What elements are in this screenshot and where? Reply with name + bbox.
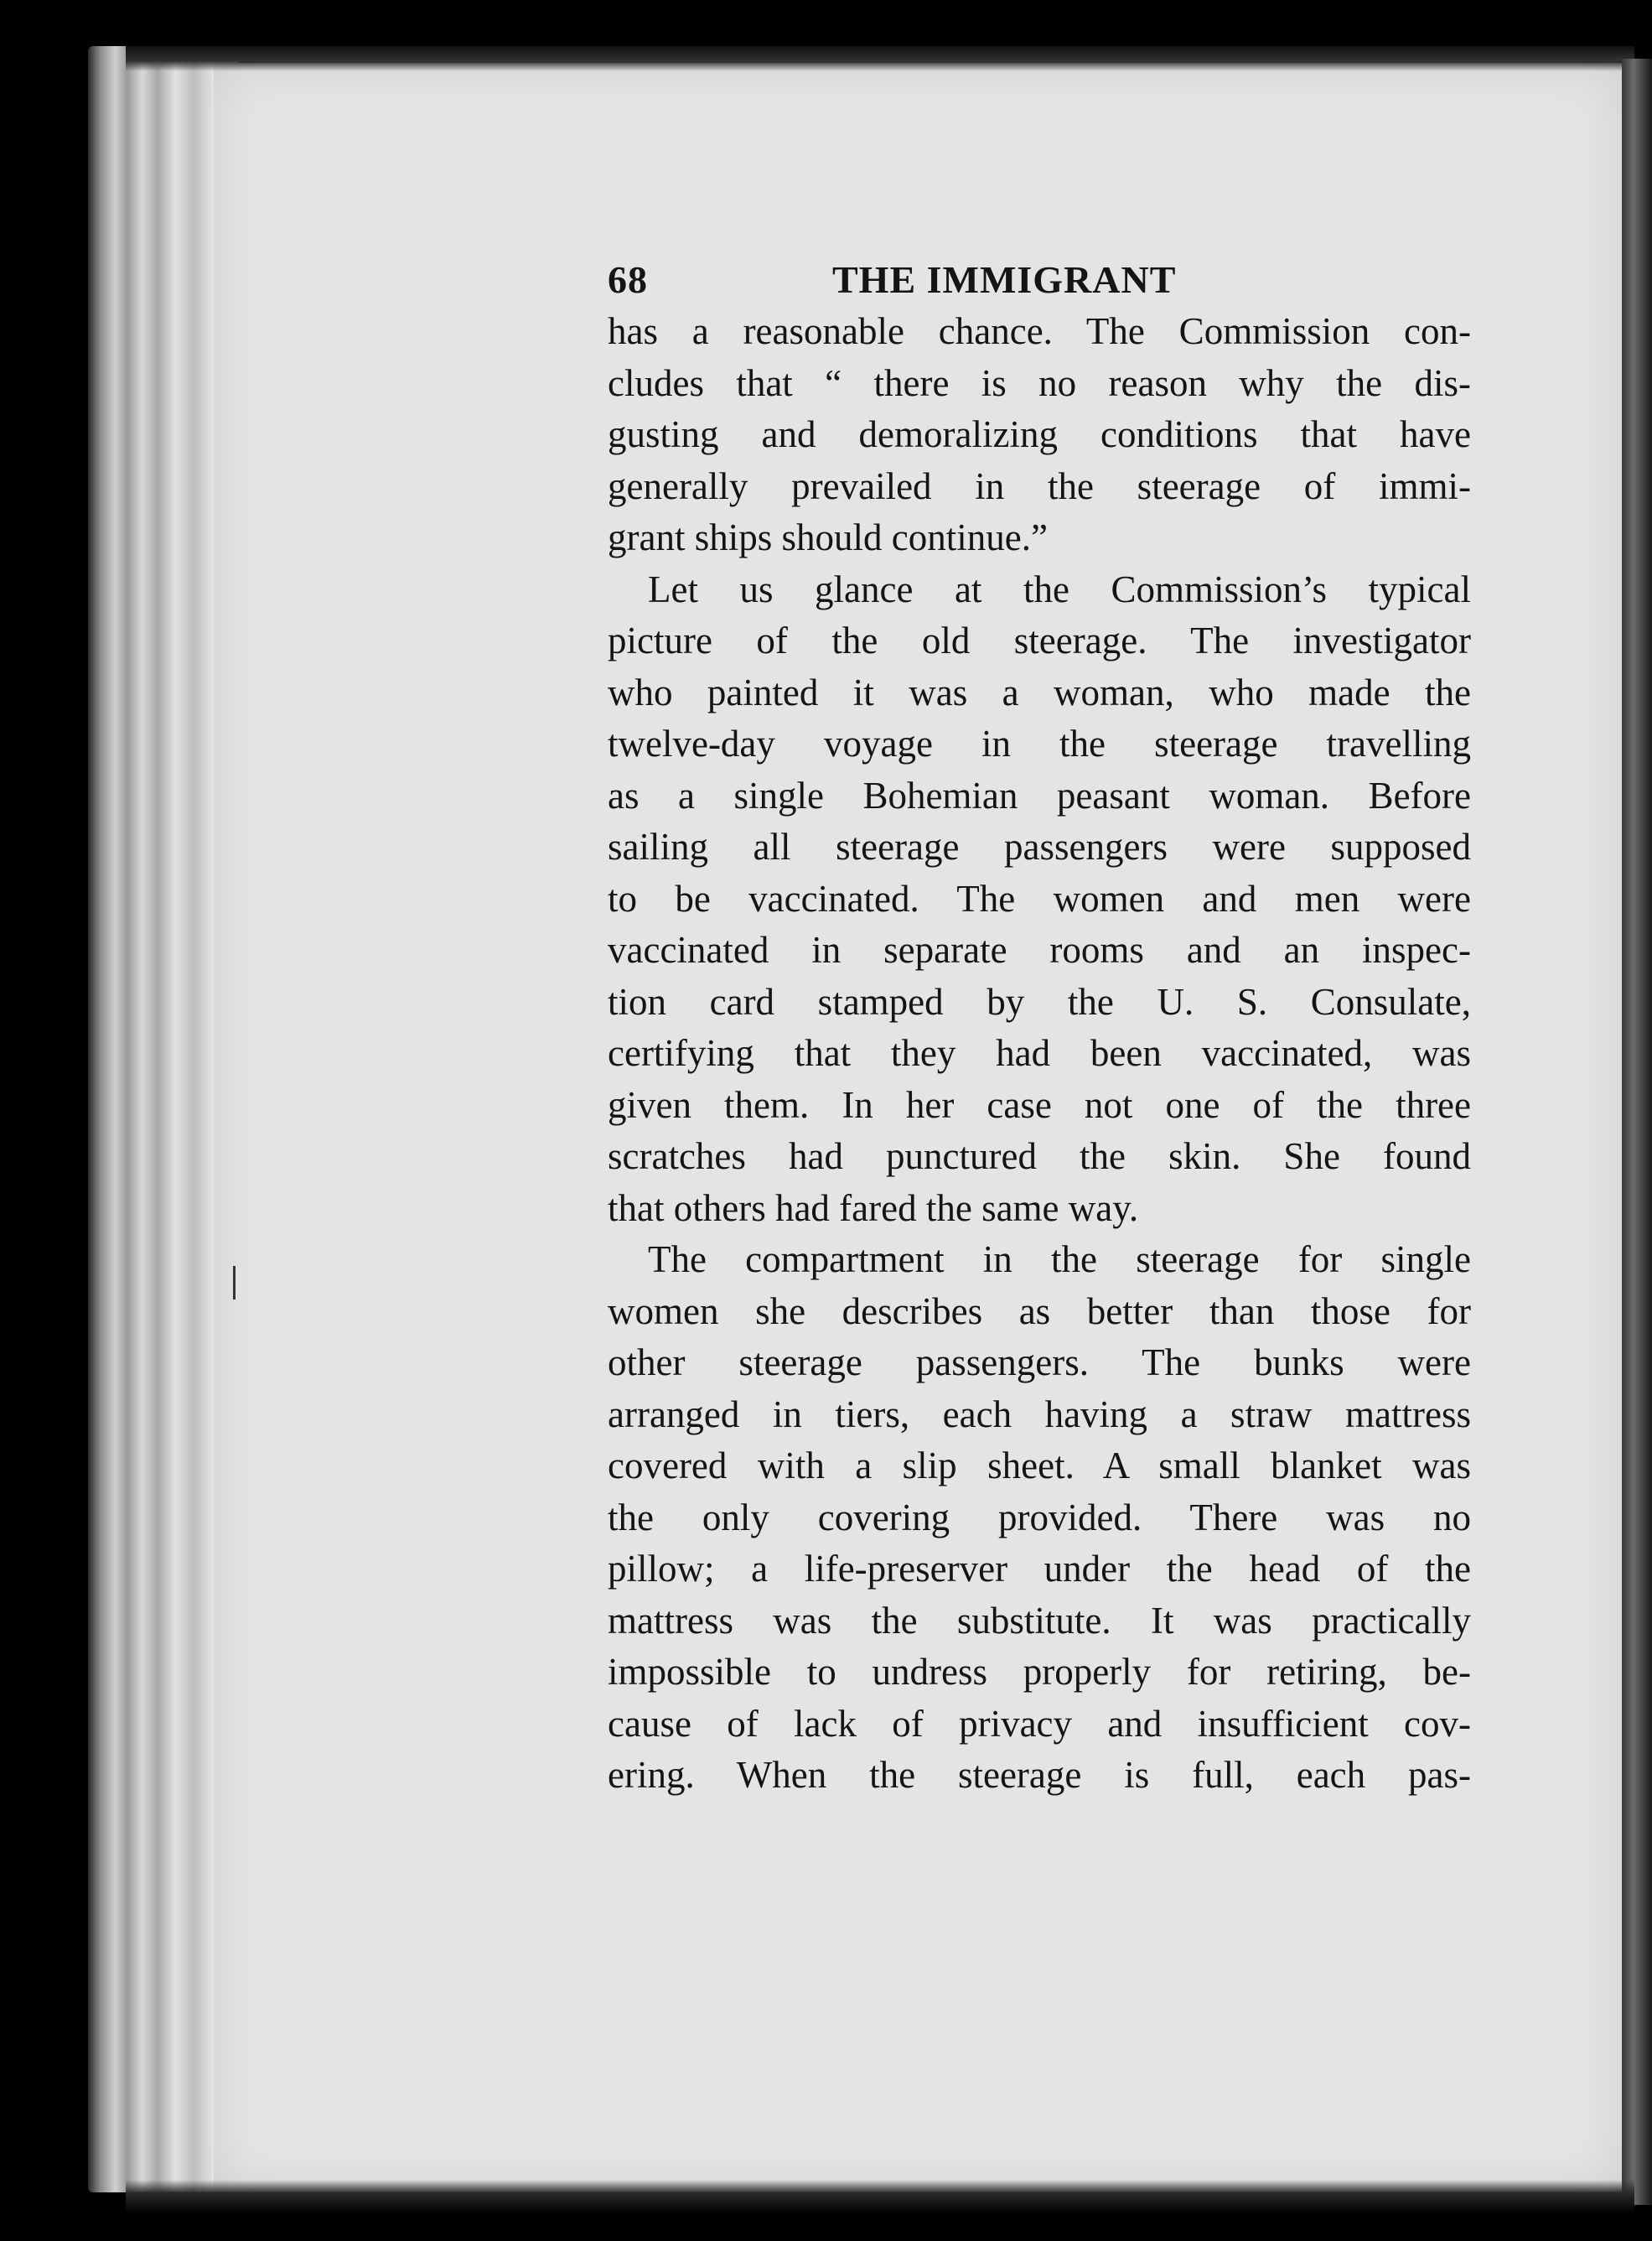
running-title: THE IMMIGRANT [832, 258, 1177, 301]
bottom-edge-shadow [126, 2180, 1634, 2213]
body-line: scratches had punctured the skin. She found [608, 1135, 1471, 1177]
page-number: 68 [608, 258, 648, 301]
body-line: pillow; a life-preserver under the head of the [608, 1548, 1471, 1590]
running-head [608, 247, 1471, 306]
body-line: mattress was the substitute. It was practically [608, 1599, 1471, 1642]
body-line: that others had fared the same way. [608, 1186, 1139, 1229]
body-line: vaccinated in separate rooms and an inspec- [608, 929, 1471, 971]
body-line: twelve-day voyage in the steerage travelling [608, 723, 1471, 765]
body-line: sailing all steerage passengers were supposed [608, 826, 1471, 868]
right-edge-shadow [1622, 59, 1652, 2205]
text-block [608, 247, 1471, 1802]
body-line: other steerage passengers. The bunks were [608, 1341, 1471, 1383]
margin-mark [233, 1266, 236, 1299]
body-line: tion card stamped by the U. S. Consulate, [608, 980, 1471, 1023]
body-line: covered with a slip sheet. A small blanket was [608, 1445, 1471, 1486]
body-line: given them. In her case not one of the three [608, 1083, 1471, 1126]
body-line: picture of the old steerage. The investigator [608, 620, 1471, 661]
body-line: impossible to undress properly for retiring, be- [608, 1651, 1471, 1693]
body-line: The compartment in the steerage for single [648, 1238, 1471, 1280]
body-line: women she describes as better than those for [608, 1289, 1471, 1332]
body-line: Let us glance at the Commission’s typical [648, 568, 1471, 610]
body-line: has a reasonable chance. The Commission con- [608, 310, 1471, 352]
top-edge-shadow [126, 46, 1634, 71]
body-line: certifying that they had been vaccinated, was [608, 1032, 1471, 1074]
body-line: grant ships should continue.” [608, 516, 1048, 558]
body-line: as a single Bohemian peasant woman. Before [608, 774, 1471, 817]
body-line: arranged in tiers, each having a straw mattress [608, 1393, 1471, 1435]
body-line: to be vaccinated. The women and men were [608, 877, 1471, 920]
body-line: ering. When the steerage is full, each pas- [608, 1754, 1471, 1796]
body-line: cause of lack of privacy and insufficient cov- [608, 1702, 1471, 1745]
body-line: cludes that “ there is no reason why the dis- [608, 361, 1471, 404]
body-line: the only covering provided. There was no [608, 1496, 1471, 1538]
body-line: who painted it was a woman, who made the [608, 671, 1471, 713]
body-line: generally prevailed in the steerage of immi- [608, 464, 1471, 507]
body-line: gusting and demoralizing conditions that have [608, 413, 1471, 455]
